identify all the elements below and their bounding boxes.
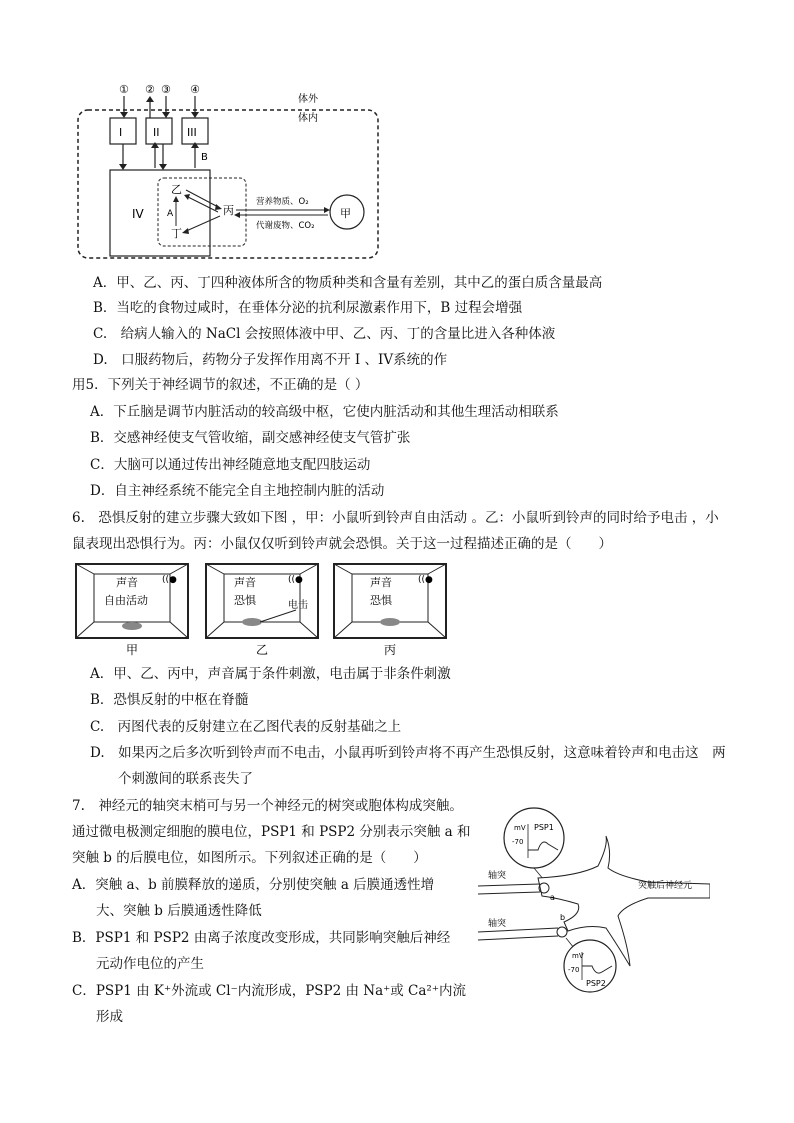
panel-bing-caption: 丙: [384, 643, 397, 657]
system-III: III: [187, 126, 197, 139]
psp2-rest: -70: [568, 966, 580, 974]
synapse-a: a: [550, 893, 555, 902]
q5-stem: 用5．下列关于神经调节的叙述，不正确的是（ ）: [72, 377, 369, 393]
inside-label: 体内: [298, 113, 318, 124]
system-II: II: [153, 126, 160, 139]
svg-text:((●: ((●: [162, 575, 177, 585]
outside-label: 体外: [298, 94, 318, 105]
q6-stem-1: 6. 恐惧反射的建立步骤大致如下图 ，甲：小鼠听到铃声自由活动 。乙：小鼠听到铃声的同时给予电击 ，小: [72, 510, 719, 526]
q7-stem-2: 通过微电极测定细胞的膜电位，PSP1 和 PSP2 分别表示突触 a 和: [72, 824, 471, 840]
q5-option-c: C．大脑可以通过传出神经随意地支配四肢运动: [90, 457, 371, 473]
arrow-b-label: B: [201, 152, 208, 163]
q7-option-a: A．突触 a、b 前膜释放的递质，分别使突触 a 后膜通透性增: [72, 877, 435, 893]
q7-option-a-cont: 大、突触 b 后膜通透性降低: [96, 903, 262, 919]
panel-yi-sound: 声音: [234, 576, 256, 589]
panel-yi-caption: 乙: [256, 643, 269, 657]
svg-text:((●: ((●: [418, 575, 433, 585]
q6-option-c: C. 丙图代表的反射建立在乙图代表的反射基础之上: [90, 719, 402, 735]
panel-bing-sound: 声音: [370, 576, 392, 589]
axon-label-1: 轴突: [488, 871, 507, 881]
psp2-label: PSP2: [586, 979, 606, 988]
panel-bing: [334, 564, 446, 657]
q7-stem-1: 7. 神经元的轴突末梢可与另一个神经元的树突或胞体构成突触。: [72, 798, 463, 814]
axon-label-2: 轴突: [488, 919, 507, 929]
psp1-label: PSP1: [534, 823, 554, 832]
q7-option-b: B．PSP1 和 PSP2 由离子浓度改变形成，共同影响突触后神经: [72, 930, 451, 946]
system-I: I: [119, 126, 123, 139]
q5-option-b: B．交感神经使支气管收缩，副交感神经使支气管扩张: [90, 430, 411, 446]
q4-option-d: D. 口服药物后，药物分子发挥作用离不开 I 、IV系统的作: [93, 352, 448, 368]
svg-text:((●: ((●: [288, 575, 303, 585]
panel-bing-state: 恐惧: [370, 594, 392, 607]
panel-jia-sound: 声音: [116, 576, 138, 589]
label-4: ④: [190, 83, 200, 96]
q6-option-d-cont: 个刺激间的联系丧失了: [118, 771, 253, 787]
fluid-jia: 甲: [340, 207, 351, 220]
q6-option-d: D. 如果丙之后多次听到铃声而不电击，小鼠再听到铃声将不再产生恐惧反射，这意味着铃声和电击这 两: [90, 745, 726, 761]
lower-flow-label: 代谢废物、CO₂: [256, 221, 315, 231]
panel-yi-extra: 电击: [288, 600, 308, 611]
psp2-mv: mV: [572, 952, 584, 960]
fear-reflex-panels: [74, 560, 454, 658]
panel-yi: [206, 564, 318, 657]
label-2: ②: [145, 83, 155, 96]
panel-jia-caption: 甲: [126, 643, 139, 657]
fluid-bing: 丙: [223, 204, 234, 217]
q4-option-a: A．甲、乙、丙、丁四种液体所含的物质种类和含量有差别，其中乙的蛋白质含量最高: [93, 275, 603, 291]
q4-option-b: B．当吃的食物过咸时，在垂体分泌的抗利尿激素作用下，B 过程会增强: [93, 300, 523, 316]
panel-jia: [76, 564, 188, 657]
label-3: ③: [161, 83, 171, 96]
q7-option-c-cont: 形成: [96, 1009, 123, 1025]
panel-jia-state: 自由活动: [104, 594, 148, 607]
arrow-a-label: A: [167, 209, 174, 219]
q6-option-b: B．恐惧反射的中枢在脊髓: [90, 692, 249, 708]
panel-yi-state: 恐惧: [234, 594, 256, 607]
body-fluid-diagram: [70, 80, 390, 265]
fluid-yi: 乙: [171, 183, 182, 196]
label-1: ①: [119, 83, 129, 96]
q4-option-c: C. 给病人输入的 NaCl 会按照体液中甲、乙、丙、丁的含量比进入各种体液: [93, 326, 556, 342]
upper-flow-label: 营养物质、O₂: [256, 197, 309, 207]
synapse-b: b: [560, 913, 566, 922]
q6-option-a: A．甲、乙、丙中，声音属于条件刺激，电击属于非条件刺激: [90, 666, 451, 682]
q7-option-c: C．PSP1 由 K⁺外流或 Cl⁻内流形成，PSP2 由 Na⁺或 Ca²⁺内流: [72, 983, 466, 999]
q5-option-a: A．下丘脑是调节内脏活动的较高级中枢，它使内脏活动和其他生理活动相联系: [90, 404, 559, 420]
q6-stem-2: 鼠表现出恐惧行为。丙：小鼠仅仅听到铃声就会恐惧。关于这一过程描述正确的是（ ）: [72, 536, 612, 552]
synapse-diagram: [478, 806, 710, 994]
post-neuron-label: 突触后神经元: [638, 881, 693, 891]
system-IV: IV: [132, 207, 144, 221]
psp1-mv: mV: [514, 824, 526, 832]
q7-stem-3: 突触 b 的后膜电位，如图所示。下列叙述正确的是（ ）: [72, 850, 427, 866]
psp1-rest: -70: [512, 838, 524, 846]
fluid-ding: 丁: [171, 227, 182, 240]
q5-option-d: D．自主神经系统不能完全自主地控制内脏的活动: [90, 483, 385, 499]
q7-option-b-cont: 元动作电位的产生: [96, 956, 204, 972]
